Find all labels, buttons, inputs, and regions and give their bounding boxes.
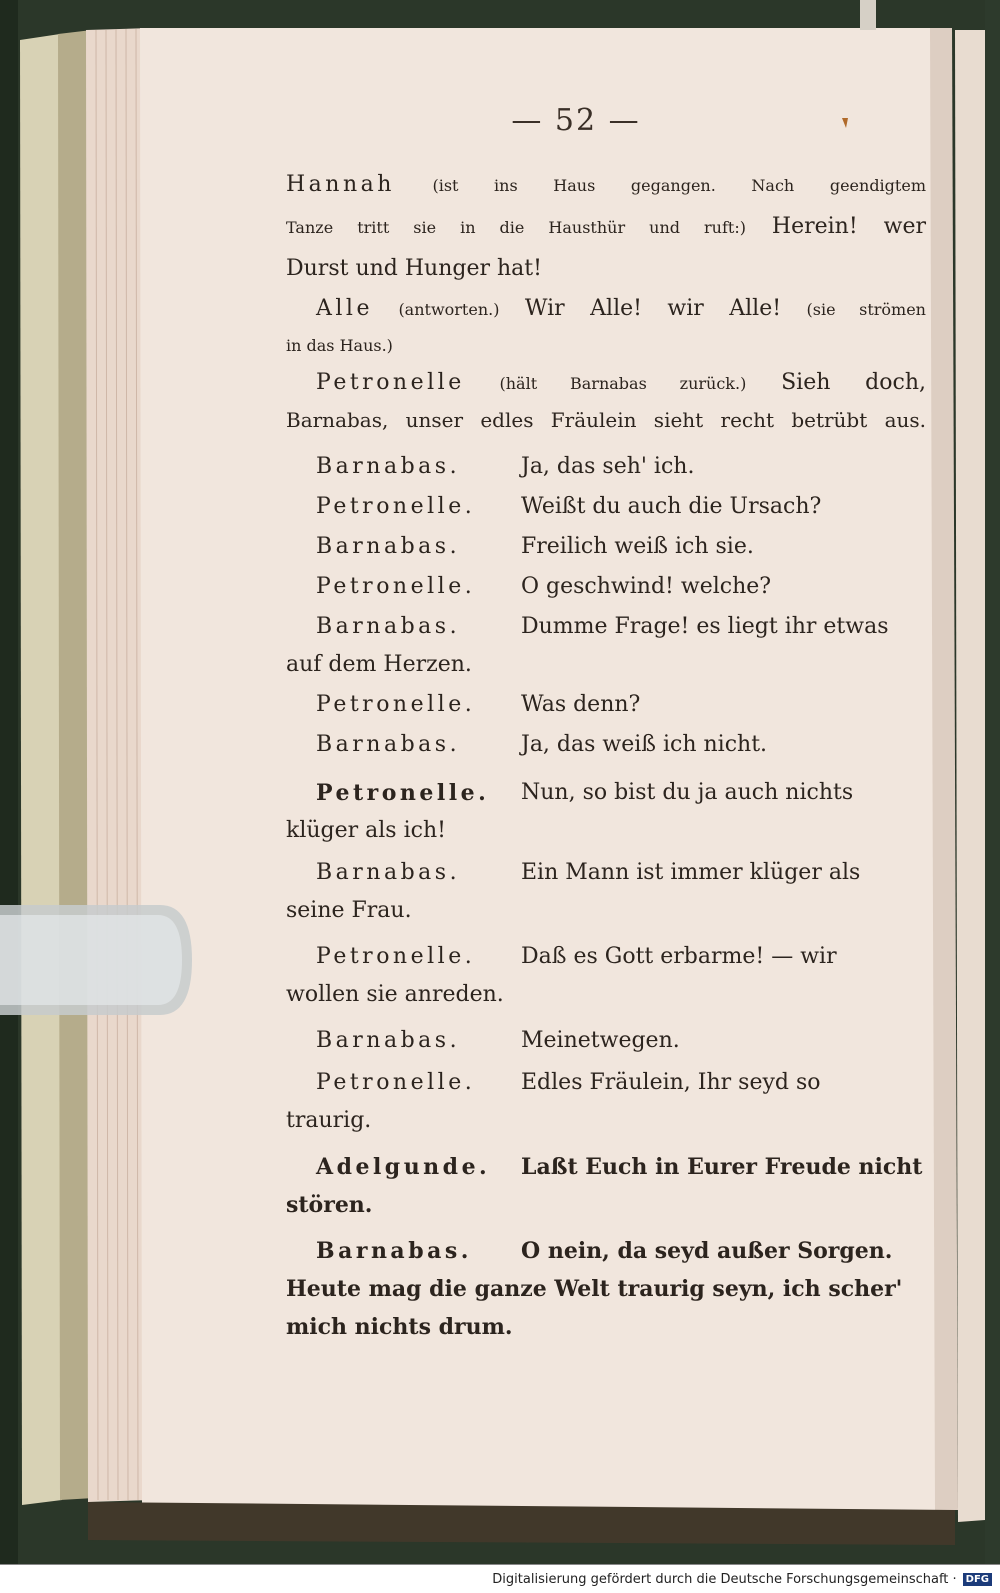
stage-direction: (ist ins Haus gegangen. Nach geendigtem bbox=[432, 176, 926, 195]
speaker-name: Petronelle. bbox=[316, 494, 476, 519]
speech-text: Sieh doch, bbox=[781, 370, 926, 395]
speaker-name: Barnabas. bbox=[316, 1028, 461, 1053]
speech-text: Ja, das seh' ich. bbox=[521, 454, 695, 479]
text-line bbox=[316, 370, 926, 395]
speaker-name: Barnabas. bbox=[316, 860, 461, 885]
speaker-name: Petronelle. bbox=[316, 692, 476, 717]
speech-text: seine Frau. bbox=[286, 898, 412, 923]
speech-text: Daß es Gott erbarme! — wir bbox=[521, 944, 837, 969]
speech-text: Ja, das weiß ich nicht. bbox=[521, 732, 768, 757]
speech-text: Freilich weiß ich sie. bbox=[521, 534, 754, 559]
speech-text: klüger als ich! bbox=[286, 818, 446, 843]
speech-text: Ein Mann ist immer klüger als bbox=[521, 860, 861, 885]
speaker-name: Hannah bbox=[286, 172, 395, 197]
speech-text: O geschwind! welche? bbox=[521, 574, 772, 599]
speaker-name: Barnabas. bbox=[316, 454, 461, 479]
speech-text: Laßt Euch in Eurer Freude nicht bbox=[521, 1154, 923, 1180]
speaker-name: Alle bbox=[316, 296, 373, 321]
speech-text: Barnabas, unser edles Fräulein sieht recht betrübt aus. bbox=[286, 408, 926, 432]
speech-text: wollen sie anreden. bbox=[286, 982, 504, 1007]
speaker-name: Petronelle bbox=[316, 370, 465, 395]
text-line bbox=[286, 172, 926, 197]
speech-text: Edles Fräulein, Ihr seyd so bbox=[521, 1070, 821, 1095]
stage-direction: (sie strömen bbox=[806, 300, 926, 319]
speech-text: Dumme Frage! es liegt ihr etwas bbox=[521, 614, 889, 639]
attribution-footer bbox=[0, 1564, 1000, 1593]
speech-text: Wir Alle! wir Alle! bbox=[524, 296, 782, 321]
speech-text: Durst und Hunger hat! bbox=[286, 256, 542, 281]
text-line bbox=[316, 296, 926, 321]
dfg-logo: DFG bbox=[963, 1573, 992, 1586]
attribution-text: Digitalisierung gefördert durch die Deutsche Forschungsgemeinschaft · bbox=[492, 1571, 957, 1587]
speaker-name: Petronelle. bbox=[316, 1070, 476, 1095]
speech-text: Was denn? bbox=[521, 692, 641, 717]
stage-direction: (antworten.) bbox=[398, 300, 500, 319]
speech-text: Weißt du auch die Ursach? bbox=[521, 494, 822, 519]
speaker-name: Petronelle. bbox=[316, 944, 476, 969]
speaker-name: Barnabas. bbox=[316, 614, 461, 639]
speaker-name: Barnabas. bbox=[316, 1238, 472, 1264]
speech-text: Heute mag die ganze Welt traurig seyn, ich scher' bbox=[286, 1276, 903, 1302]
speech-text: auf dem Herzen. bbox=[286, 652, 472, 677]
stage-direction: (hält Barnabas zurück.) bbox=[499, 374, 747, 393]
speech-text: Nun, so bist du ja auch nichts bbox=[521, 780, 854, 805]
speech-text: traurig. bbox=[286, 1108, 372, 1133]
speech-text: mich nichts drum. bbox=[286, 1314, 513, 1340]
text-line bbox=[286, 214, 926, 239]
stage-direction: Tanze tritt sie in die Hausthür und ruft:) bbox=[286, 218, 746, 237]
stage-direction: in das Haus.) bbox=[286, 336, 393, 355]
speech-text: O nein, da seyd außer Sorgen. bbox=[521, 1238, 893, 1264]
speaker-name: Adelgunde. bbox=[316, 1154, 491, 1180]
speech-text: Meinetwegen. bbox=[521, 1028, 680, 1053]
speaker-name: Petronelle. bbox=[316, 780, 490, 806]
speaker-name: Petronelle. bbox=[316, 574, 476, 599]
speech-text: stören. bbox=[286, 1192, 373, 1218]
page-number: — 52 — bbox=[511, 103, 641, 138]
speaker-name: Barnabas. bbox=[316, 534, 461, 559]
speech-text: Herein! wer bbox=[771, 214, 926, 239]
speaker-name: Barnabas. bbox=[316, 732, 461, 757]
